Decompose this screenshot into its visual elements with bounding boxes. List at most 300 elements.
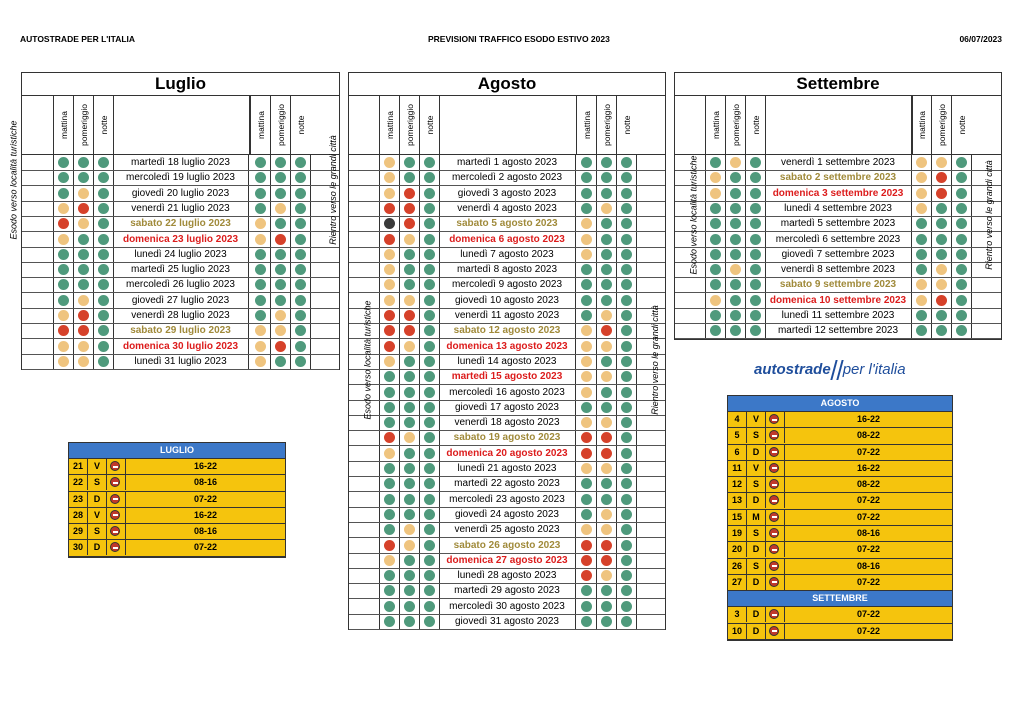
esodo-status-dot <box>710 295 721 306</box>
ban-day: 15 <box>728 510 747 525</box>
esodo-status-dot <box>424 310 435 321</box>
date-label: venerdì 11 agosto 2023 <box>454 310 560 321</box>
rientro-status-dot <box>275 234 286 245</box>
rientro-status-dot <box>581 432 592 443</box>
date-label: mercoledì 19 luglio 2023 <box>126 172 235 184</box>
ban-row <box>728 510 952 526</box>
column-label: pomeriggio <box>937 103 947 147</box>
calendar-row <box>349 339 665 355</box>
ban-row <box>728 477 952 493</box>
esodo-status-dot <box>98 218 109 229</box>
rientro-status-dot <box>601 310 612 321</box>
rientro-status-dot <box>581 218 592 229</box>
ban-row <box>728 607 952 623</box>
rientro-status-dot <box>295 325 306 336</box>
esodo-status-dot <box>750 234 761 245</box>
ban-cell <box>766 445 785 460</box>
esodo-status-dot <box>384 188 395 199</box>
column-label: notte <box>99 115 109 135</box>
calendar-rows <box>675 155 1001 339</box>
ban-hours: 08-16 <box>856 528 881 539</box>
rientro-status-dot <box>601 585 612 596</box>
rientro-status-dot <box>255 157 266 168</box>
esodo-status-dot <box>750 279 761 290</box>
esodo-status-dot <box>384 616 395 627</box>
date-label: giovedì 20 luglio 2023 <box>131 187 230 199</box>
esodo-status-dot <box>404 402 415 413</box>
date-column-header <box>439 96 577 154</box>
rientro-status-dot <box>601 417 612 428</box>
esodo-status-dot <box>384 448 395 459</box>
esodo-status-dot <box>98 172 109 183</box>
ban-cell <box>107 475 126 490</box>
calendar-column-header <box>675 96 1001 155</box>
rientro-status-dot <box>621 264 632 275</box>
date-label: martedì 22 agosto 2023 <box>454 478 560 490</box>
rientro-status-dot <box>581 203 592 214</box>
esodo-status-dot <box>424 402 435 413</box>
rientro-status-dot <box>601 371 612 382</box>
rientro-status-dot <box>621 203 632 214</box>
date-label: sabato 2 settembre 2023 <box>779 172 897 184</box>
rientro-status-dot <box>295 188 306 199</box>
ban-table-luglio <box>68 442 286 558</box>
calendar-row <box>349 522 665 538</box>
calendar-row <box>22 170 339 186</box>
calendar-row <box>349 293 665 309</box>
ban-hours: 08-16 <box>193 526 218 537</box>
esodo-status-dot <box>78 264 89 275</box>
calendar-row <box>349 400 665 416</box>
ban-cell <box>766 542 785 557</box>
rientro-status-dot <box>295 279 306 290</box>
ban-row <box>69 524 285 540</box>
rientro-status-dot <box>916 249 927 260</box>
esodo-status-dot <box>78 249 89 260</box>
esodo-status-dot <box>710 264 721 275</box>
esodo-status-dot <box>730 295 741 306</box>
esodo-status-dot <box>78 279 89 290</box>
esodo-status-dot <box>730 203 741 214</box>
esodo-status-dot <box>424 218 435 229</box>
esodo-status-dot <box>78 295 89 306</box>
ban-row <box>728 526 952 542</box>
ban-cell <box>766 493 785 508</box>
rientro-status-dot <box>275 172 286 183</box>
esodo-status-dot <box>404 417 415 428</box>
rientro-status-dot <box>275 341 286 352</box>
esodo-status-dot <box>98 310 109 321</box>
no-entry-icon <box>769 430 779 440</box>
esodo-status-dot <box>424 417 435 428</box>
date-label: martedì 12 settembre 2023 <box>777 325 899 337</box>
calendar-row <box>349 614 665 630</box>
calendar-row <box>349 277 665 293</box>
esodo-status-dot <box>404 448 415 459</box>
rientro-status-dot <box>956 310 967 321</box>
rientro-col-notte <box>951 96 972 154</box>
esodo-status-dot <box>710 310 721 321</box>
rientro-status-dot <box>581 356 592 367</box>
calendar-row <box>349 553 665 569</box>
rientro-status-dot <box>956 234 967 245</box>
calendar-title: Agosto <box>349 73 665 96</box>
rientro-status-dot <box>295 234 306 245</box>
ban-weekday: M <box>747 510 766 525</box>
ban-hours: 08-16 <box>856 560 881 571</box>
esodo-status-dot <box>78 203 89 214</box>
esodo-status-dot <box>58 188 69 199</box>
ban-row <box>69 540 285 556</box>
esodo-side-label: Esodo verso località turistiche <box>362 300 373 420</box>
esodo-status-dot <box>730 310 741 321</box>
no-entry-icon <box>769 495 779 505</box>
rientro-status-dot <box>936 188 947 199</box>
calendar-row <box>22 201 339 217</box>
date-label: giovedì 10 agosto 2023 <box>455 294 559 306</box>
esodo-status-dot <box>710 188 721 199</box>
rientro-status-dot <box>956 203 967 214</box>
rientro-status-dot <box>621 249 632 260</box>
rientro-status-dot <box>936 279 947 290</box>
ban-weekday: D <box>747 607 766 622</box>
rientro-status-dot <box>621 157 632 168</box>
logo-tagline: per l'italia <box>842 360 906 378</box>
calendar-row <box>22 293 339 309</box>
esodo-status-dot <box>750 172 761 183</box>
calendar-agosto <box>348 72 666 630</box>
column-label: mattina <box>582 111 592 139</box>
esodo-status-dot <box>710 218 721 229</box>
rientro-status-dot <box>601 188 612 199</box>
ban-weekday: S <box>747 428 766 443</box>
ban-hours: 08-22 <box>856 430 881 441</box>
esodo-status-dot <box>404 387 415 398</box>
esodo-status-dot <box>78 157 89 168</box>
rientro-status-dot <box>295 203 306 214</box>
rientro-status-dot <box>255 279 266 290</box>
rientro-status-dot <box>621 341 632 352</box>
date-label: martedì 1 agosto 2023 <box>456 157 558 168</box>
ban-weekday: D <box>747 445 766 460</box>
esodo-status-dot <box>710 172 721 183</box>
ban-cell <box>766 575 785 590</box>
calendar-column-header <box>22 96 339 155</box>
date-label: domenica 3 settembre 2023 <box>772 187 904 199</box>
ban-weekday: S <box>747 526 766 541</box>
ban-day: 21 <box>69 459 88 474</box>
rientro-status-dot <box>916 310 927 321</box>
calendar-row <box>349 476 665 492</box>
esodo-status-dot <box>58 325 69 336</box>
no-entry-icon <box>769 561 779 571</box>
ban-day: 28 <box>69 508 88 523</box>
calendar-row <box>675 247 1001 263</box>
esodo-status-dot <box>58 203 69 214</box>
esodo-status-dot <box>98 234 109 245</box>
ban-cell <box>766 526 785 541</box>
calendar-row <box>22 277 339 293</box>
calendar-row <box>675 232 1001 248</box>
calendar-row <box>349 170 665 186</box>
esodo-status-dot <box>424 432 435 443</box>
rientro-status-dot <box>295 264 306 275</box>
date-label: venerdì 21 luglio 2023 <box>131 202 230 214</box>
ban-cell <box>766 624 785 639</box>
rientro-side-label: Rientro verso le grandi città <box>649 305 660 415</box>
ban-weekday: D <box>88 492 107 507</box>
calendar-row <box>22 247 339 263</box>
esodo-side-label: Esodo verso località turistiche <box>8 120 19 240</box>
date-label: giovedì 3 agosto 2023 <box>457 187 557 199</box>
rientro-status-dot <box>916 203 927 214</box>
rientro-status-dot <box>916 264 927 275</box>
ban-cell <box>766 510 785 525</box>
date-label: venerdì 8 settembre 2023 <box>781 264 895 276</box>
ban-table-agosto <box>727 395 953 641</box>
esodo-status-dot <box>424 509 435 520</box>
rientro-status-dot <box>621 310 632 321</box>
ban-hours: 07-22 <box>856 495 881 506</box>
esodo-status-dot <box>78 325 89 336</box>
esodo-status-dot <box>384 555 395 566</box>
ban-day: 22 <box>69 475 88 490</box>
ban-row <box>69 459 285 475</box>
rientro-status-dot <box>581 310 592 321</box>
esodo-status-dot <box>424 325 435 336</box>
esodo-status-dot <box>730 279 741 290</box>
ban-hours: 16-22 <box>856 414 881 424</box>
rientro-status-dot <box>275 249 286 260</box>
esodo-status-dot <box>404 478 415 489</box>
esodo-status-dot <box>384 295 395 306</box>
rientro-status-dot <box>581 295 592 306</box>
date-label: domenica 23 luglio 2023 <box>122 233 239 245</box>
column-label: pomeriggio <box>731 103 741 147</box>
esodo-col-pomeriggio <box>399 96 420 154</box>
date-label: mercoledì 9 agosto 2023 <box>451 279 563 291</box>
rientro-status-dot <box>581 540 592 551</box>
autostrade-logo <box>754 360 906 380</box>
rientro-status-dot <box>295 310 306 321</box>
rientro-col-notte <box>290 96 311 154</box>
rientro-status-dot <box>255 356 266 367</box>
rientro-status-dot <box>275 310 286 321</box>
ban-day: 27 <box>728 575 747 590</box>
rientro-col-pomeriggio <box>270 96 291 154</box>
date-label: venerdì 28 luglio 2023 <box>131 310 230 321</box>
date-label: martedì 25 luglio 2023 <box>131 264 230 276</box>
esodo-status-dot <box>404 555 415 566</box>
header-title: PREVISIONI TRAFFICO ESODO ESTIVO 2023 <box>428 34 610 44</box>
esodo-status-dot <box>730 172 741 183</box>
date-label: lunedì 28 agosto 2023 <box>457 570 557 582</box>
rientro-status-dot <box>916 325 927 336</box>
ban-cell <box>107 508 126 523</box>
ban-day: 5 <box>728 428 747 443</box>
rientro-status-dot <box>956 295 967 306</box>
date-label: mercoledì 16 agosto 2023 <box>449 386 565 398</box>
esodo-status-dot <box>730 264 741 275</box>
date-label: giovedì 24 agosto 2023 <box>455 508 559 520</box>
rientro-status-dot <box>936 157 947 168</box>
ban-weekday: S <box>747 477 766 492</box>
rientro-status-dot <box>936 234 947 245</box>
rientro-status-dot <box>275 295 286 306</box>
ban-table-title: LUGLIO <box>69 443 285 459</box>
esodo-status-dot <box>750 157 761 168</box>
rientro-status-dot <box>581 463 592 474</box>
calendar-row <box>349 247 665 263</box>
esodo-status-dot <box>404 585 415 596</box>
esodo-status-dot <box>404 356 415 367</box>
esodo-status-dot <box>424 188 435 199</box>
calendar-row <box>349 415 665 431</box>
esodo-status-dot <box>424 570 435 581</box>
rientro-status-dot <box>936 203 947 214</box>
esodo-status-dot <box>384 524 395 535</box>
esodo-status-dot <box>98 249 109 260</box>
rientro-status-dot <box>255 203 266 214</box>
rientro-status-dot <box>581 341 592 352</box>
date-label: domenica 27 agosto 2023 <box>446 554 568 566</box>
rientro-status-dot <box>956 188 967 199</box>
esodo-status-dot <box>404 310 415 321</box>
ban-day: 12 <box>728 477 747 492</box>
rientro-status-dot <box>601 295 612 306</box>
esodo-status-dot <box>404 325 415 336</box>
rientro-status-dot <box>581 157 592 168</box>
rientro-status-dot <box>916 172 927 183</box>
ban-hours: 07-22 <box>856 576 881 587</box>
column-label: mattina <box>59 111 69 139</box>
rientro-status-dot <box>936 310 947 321</box>
ban-day: 30 <box>69 540 88 555</box>
ban-hours: 07-22 <box>856 446 881 457</box>
date-label: lunedì 24 luglio 2023 <box>134 248 227 260</box>
ban-hours: 16-22 <box>193 461 218 471</box>
ban-table-title: AGOSTO <box>728 396 952 412</box>
rientro-status-dot <box>621 432 632 443</box>
date-label: mercoledì 23 agosto 2023 <box>449 493 565 505</box>
calendar-row <box>349 568 665 584</box>
esodo-status-dot <box>98 188 109 199</box>
esodo-status-dot <box>384 234 395 245</box>
rientro-status-dot <box>956 279 967 290</box>
esodo-col-mattina <box>379 96 400 154</box>
esodo-status-dot <box>384 310 395 321</box>
esodo-status-dot <box>384 341 395 352</box>
ban-row <box>728 493 952 509</box>
rientro-status-dot <box>601 555 612 566</box>
ban-row <box>69 492 285 508</box>
date-label: sabato 22 luglio 2023 <box>130 218 231 230</box>
esodo-status-dot <box>404 264 415 275</box>
rientro-status-dot <box>275 203 286 214</box>
no-entry-icon <box>110 510 120 520</box>
ban-hours: 16-22 <box>193 509 218 520</box>
ban-hours: 07-22 <box>856 511 881 522</box>
calendar-row <box>349 155 665 171</box>
ban-row <box>728 542 952 558</box>
esodo-status-dot <box>58 172 69 183</box>
date-label: sabato 19 agosto 2023 <box>453 432 561 444</box>
esodo-status-dot <box>78 341 89 352</box>
esodo-status-dot <box>404 203 415 214</box>
esodo-col-pomeriggio <box>73 96 94 154</box>
calendar-title: Settembre <box>675 73 1001 96</box>
esodo-status-dot <box>424 356 435 367</box>
esodo-status-dot <box>730 157 741 168</box>
esodo-col-notte <box>93 96 114 154</box>
no-entry-icon <box>110 526 120 536</box>
esodo-status-dot <box>384 432 395 443</box>
esodo-status-dot <box>384 387 395 398</box>
rientro-status-dot <box>601 325 612 336</box>
rientro-status-dot <box>621 325 632 336</box>
esodo-status-dot <box>404 494 415 505</box>
rientro-status-dot <box>621 402 632 413</box>
date-label: sabato 9 settembre 2023 <box>779 279 897 291</box>
ban-hours: 07-22 <box>856 609 881 620</box>
ban-weekday: V <box>747 412 766 427</box>
ban-day: 19 <box>728 526 747 541</box>
calendar-row <box>22 339 339 355</box>
logo-wordmark: autostrade <box>754 360 831 378</box>
calendar-row <box>675 201 1001 217</box>
ban-cell <box>766 428 785 443</box>
rientro-status-dot <box>621 172 632 183</box>
esodo-status-dot <box>98 341 109 352</box>
rientro-status-dot <box>621 555 632 566</box>
esodo-status-dot <box>750 325 761 336</box>
rientro-status-dot <box>581 249 592 260</box>
date-label: giovedì 27 luglio 2023 <box>131 294 230 306</box>
calendar-row <box>675 293 1001 309</box>
esodo-status-dot <box>424 585 435 596</box>
calendar-row <box>22 155 339 171</box>
rientro-status-dot <box>621 509 632 520</box>
esodo-status-dot <box>78 172 89 183</box>
esodo-status-dot <box>384 172 395 183</box>
ban-day: 13 <box>728 493 747 508</box>
rientro-status-dot <box>916 188 927 199</box>
ban-row <box>728 445 952 461</box>
esodo-status-dot <box>710 234 721 245</box>
ban-row <box>728 428 952 444</box>
ban-hours: 08-22 <box>856 479 881 490</box>
rientro-status-dot <box>581 172 592 183</box>
rientro-status-dot <box>621 417 632 428</box>
esodo-status-dot <box>710 157 721 168</box>
esodo-status-dot <box>424 234 435 245</box>
calendar-settembre <box>674 72 1002 340</box>
rientro-status-dot <box>601 478 612 489</box>
rientro-status-dot <box>601 341 612 352</box>
esodo-status-dot <box>424 616 435 627</box>
esodo-status-dot <box>750 203 761 214</box>
rientro-status-dot <box>581 616 592 627</box>
esodo-status-dot <box>384 356 395 367</box>
rientro-status-dot <box>581 570 592 581</box>
ban-table-subtitle: SETTEMBRE <box>728 591 952 607</box>
calendar-luglio <box>21 72 340 370</box>
esodo-status-dot <box>404 172 415 183</box>
rientro-status-dot <box>601 463 612 474</box>
calendar-row <box>349 216 665 232</box>
esodo-status-dot <box>404 570 415 581</box>
rientro-status-dot <box>956 264 967 275</box>
